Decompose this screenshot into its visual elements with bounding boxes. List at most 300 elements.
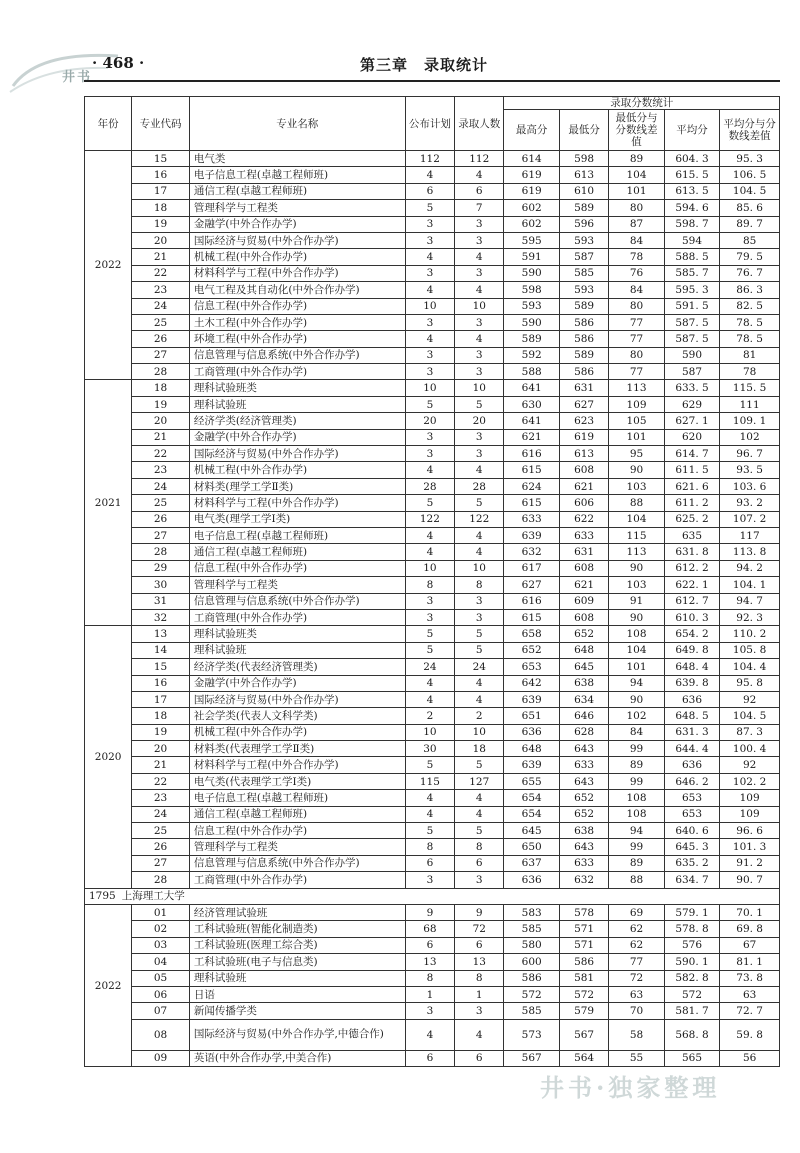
table-row <box>85 872 780 888</box>
avg-cell: 634. 7 <box>664 872 720 888</box>
avg-diff-cell: 92 <box>720 691 780 707</box>
min-diff-cell: 87 <box>609 216 665 232</box>
avg-diff-cell: 93. 5 <box>720 462 780 478</box>
table-row <box>85 314 780 330</box>
avg-diff-cell: 100. 4 <box>720 741 780 757</box>
admitted-cell: 10 <box>455 724 504 740</box>
avg-diff-cell: 78. 5 <box>720 331 780 347</box>
year-cell: 2022 <box>85 151 132 380</box>
min-diff-cell: 62 <box>609 921 665 937</box>
chapter-title: 第三章 录取统计 <box>360 56 489 74</box>
table-row <box>85 839 780 855</box>
avg-cell: 612. 2 <box>664 560 720 576</box>
max-cell: 590 <box>504 314 560 330</box>
min-cell: 585 <box>559 265 608 281</box>
admitted-cell: 6 <box>455 1050 504 1066</box>
admitted-cell: 1 <box>455 986 504 1002</box>
major-cell: 材料科学与工程(中外合作办学) <box>189 265 405 281</box>
min-cell: 645 <box>559 659 608 675</box>
max-cell: 592 <box>504 347 560 363</box>
table-row <box>85 347 780 363</box>
table-row <box>85 1003 780 1019</box>
min-diff-cell: 113 <box>609 544 665 560</box>
avg-cell: 572 <box>664 986 720 1002</box>
avg-diff-cell: 104. 5 <box>720 183 780 199</box>
plan-cell: 1 <box>405 986 454 1002</box>
col-code: 专业代码 <box>132 97 190 151</box>
min-diff-cell: 104 <box>609 511 665 527</box>
avg-cell: 588. 5 <box>664 249 720 265</box>
max-cell: 630 <box>504 396 560 412</box>
code-cell: 31 <box>132 593 190 609</box>
university-code: 1795 <box>89 890 116 903</box>
major-cell: 金融学(中外合作办学) <box>189 429 405 445</box>
table-row <box>85 691 780 707</box>
admitted-cell: 4 <box>455 675 504 691</box>
admitted-cell: 3 <box>455 1003 504 1019</box>
avg-cell: 635. 2 <box>664 855 720 871</box>
avg-diff-cell: 82. 5 <box>720 298 780 314</box>
avg-cell: 582. 8 <box>664 970 720 986</box>
admitted-cell: 24 <box>455 659 504 675</box>
min-cell: 652 <box>559 626 608 642</box>
min-diff-cell: 115 <box>609 527 665 543</box>
avg-diff-cell: 86. 3 <box>720 282 780 298</box>
plan-cell: 4 <box>405 249 454 265</box>
plan-cell: 10 <box>405 560 454 576</box>
min-diff-cell: 99 <box>609 839 665 855</box>
min-cell: 619 <box>559 429 608 445</box>
table-row <box>85 823 780 839</box>
table-row <box>85 593 780 609</box>
table-row <box>85 331 780 347</box>
max-cell: 645 <box>504 823 560 839</box>
code-cell: 29 <box>132 560 190 576</box>
major-cell: 理科试验班类 <box>189 626 405 642</box>
code-cell: 07 <box>132 1003 190 1019</box>
max-cell: 654 <box>504 806 560 822</box>
code-cell: 27 <box>132 527 190 543</box>
avg-cell: 579. 1 <box>664 904 720 920</box>
table-header <box>85 97 780 151</box>
max-cell: 619 <box>504 183 560 199</box>
major-cell: 电子信息工程(卓越工程师班) <box>189 167 405 183</box>
min-diff-cell: 91 <box>609 593 665 609</box>
avg-diff-cell: 93. 2 <box>720 495 780 511</box>
avg-diff-cell: 102. 2 <box>720 773 780 789</box>
max-cell: 636 <box>504 724 560 740</box>
col-avg-diff: 平均分与分数线差值 <box>720 110 780 151</box>
min-diff-cell: 84 <box>609 282 665 298</box>
table-row <box>85 265 780 281</box>
max-cell: 595 <box>504 232 560 248</box>
avg-cell: 631. 3 <box>664 724 720 740</box>
avg-diff-cell: 78 <box>720 364 780 380</box>
plan-cell: 8 <box>405 970 454 986</box>
table-row <box>85 364 780 380</box>
avg-cell: 595. 3 <box>664 282 720 298</box>
code-cell: 24 <box>132 478 190 494</box>
plan-cell: 122 <box>405 511 454 527</box>
code-cell: 02 <box>132 921 190 937</box>
avg-diff-cell: 72. 7 <box>720 1003 780 1019</box>
code-cell: 23 <box>132 462 190 478</box>
col-max: 最高分 <box>504 110 560 151</box>
table-row <box>85 151 780 167</box>
major-cell: 工商管理(中外合作办学) <box>189 872 405 888</box>
min-cell: 589 <box>559 200 608 216</box>
min-diff-cell: 70 <box>609 1003 665 1019</box>
avg-cell: 653 <box>664 806 720 822</box>
plan-cell: 9 <box>405 904 454 920</box>
logo-text: 井书 <box>62 70 93 85</box>
major-cell: 管理科学与工程类 <box>189 839 405 855</box>
avg-diff-cell: 101. 3 <box>720 839 780 855</box>
avg-diff-cell: 73. 8 <box>720 970 780 986</box>
min-diff-cell: 94 <box>609 675 665 691</box>
min-cell: 631 <box>559 380 608 396</box>
max-cell: 615 <box>504 495 560 511</box>
min-cell: 643 <box>559 839 608 855</box>
min-diff-cell: 103 <box>609 577 665 593</box>
min-cell: 643 <box>559 741 608 757</box>
table-row <box>85 462 780 478</box>
max-cell: 614 <box>504 151 560 167</box>
plan-cell: 3 <box>405 446 454 462</box>
avg-cell: 615. 5 <box>664 167 720 183</box>
avg-cell: 594. 6 <box>664 200 720 216</box>
code-cell: 28 <box>132 364 190 380</box>
admitted-cell: 18 <box>455 741 504 757</box>
major-cell: 信息工程(中外合作办学) <box>189 823 405 839</box>
avg-cell: 636 <box>664 691 720 707</box>
code-cell: 04 <box>132 954 190 970</box>
table-row <box>85 282 780 298</box>
plan-cell: 8 <box>405 839 454 855</box>
min-cell: 613 <box>559 167 608 183</box>
table-row <box>85 937 780 953</box>
min-cell: 593 <box>559 232 608 248</box>
min-cell: 608 <box>559 462 608 478</box>
avg-cell: 612. 7 <box>664 593 720 609</box>
major-cell: 电气类 <box>189 151 405 167</box>
admitted-cell: 8 <box>455 839 504 855</box>
min-cell: 633 <box>559 527 608 543</box>
major-cell: 工商管理(中外合作办学) <box>189 364 405 380</box>
admitted-cell: 13 <box>455 954 504 970</box>
plan-cell: 112 <box>405 151 454 167</box>
major-cell: 土木工程(中外合作办学) <box>189 314 405 330</box>
code-cell: 24 <box>132 298 190 314</box>
avg-cell: 640. 6 <box>664 823 720 839</box>
avg-diff-cell: 113. 8 <box>720 544 780 560</box>
max-cell: 615 <box>504 462 560 478</box>
avg-diff-cell: 107. 2 <box>720 511 780 527</box>
avg-cell: 611. 5 <box>664 462 720 478</box>
min-cell: 593 <box>559 282 608 298</box>
min-diff-cell: 104 <box>609 642 665 658</box>
code-cell: 22 <box>132 773 190 789</box>
min-cell: 586 <box>559 314 608 330</box>
min-diff-cell: 95 <box>609 446 665 462</box>
header-rule <box>84 80 780 82</box>
avg-cell: 653 <box>664 790 720 806</box>
min-cell: 606 <box>559 495 608 511</box>
min-cell: 643 <box>559 773 608 789</box>
avg-cell: 622. 1 <box>664 577 720 593</box>
min-diff-cell: 113 <box>609 380 665 396</box>
major-cell: 信息管理与信息系统(中外合作办学) <box>189 593 405 609</box>
table-row <box>85 790 780 806</box>
table-row <box>85 724 780 740</box>
min-diff-cell: 99 <box>609 741 665 757</box>
avg-diff-cell: 63 <box>720 986 780 1002</box>
table-row <box>85 855 780 871</box>
major-cell: 金融学(中外合作办学) <box>189 675 405 691</box>
max-cell: 590 <box>504 265 560 281</box>
min-diff-cell: 90 <box>609 462 665 478</box>
max-cell: 637 <box>504 855 560 871</box>
admitted-cell: 3 <box>455 429 504 445</box>
table-row <box>85 954 780 970</box>
major-cell: 电气工程及其自动化(中外合作办学) <box>189 282 405 298</box>
col-year: 年份 <box>85 97 132 151</box>
min-diff-cell: 84 <box>609 232 665 248</box>
avg-diff-cell: 110. 2 <box>720 626 780 642</box>
max-cell: 639 <box>504 757 560 773</box>
admitted-cell: 5 <box>455 823 504 839</box>
avg-cell: 654. 2 <box>664 626 720 642</box>
avg-cell: 636 <box>664 757 720 773</box>
min-diff-cell: 109 <box>609 396 665 412</box>
major-cell: 理科试验班类 <box>189 380 405 396</box>
max-cell: 648 <box>504 741 560 757</box>
admitted-cell: 28 <box>455 478 504 494</box>
code-cell: 16 <box>132 675 190 691</box>
code-cell: 23 <box>132 790 190 806</box>
admitted-cell: 3 <box>455 446 504 462</box>
code-cell: 06 <box>132 986 190 1002</box>
min-cell: 572 <box>559 986 608 1002</box>
max-cell: 641 <box>504 380 560 396</box>
max-cell: 616 <box>504 593 560 609</box>
min-cell: 627 <box>559 396 608 412</box>
major-cell: 日语 <box>189 986 405 1002</box>
plan-cell: 6 <box>405 937 454 953</box>
max-cell: 616 <box>504 446 560 462</box>
avg-cell: 648. 4 <box>664 659 720 675</box>
min-diff-cell: 104 <box>609 167 665 183</box>
avg-diff-cell: 76. 7 <box>720 265 780 281</box>
max-cell: 585 <box>504 921 560 937</box>
avg-cell: 625. 2 <box>664 511 720 527</box>
avg-cell: 576 <box>664 937 720 953</box>
avg-diff-cell: 56 <box>720 1050 780 1066</box>
table-row <box>85 396 780 412</box>
avg-diff-cell: 91. 2 <box>720 855 780 871</box>
admitted-cell: 5 <box>455 396 504 412</box>
plan-cell: 5 <box>405 642 454 658</box>
admitted-cell: 122 <box>455 511 504 527</box>
major-cell: 工科试验班(医理工综合类) <box>189 937 405 953</box>
admitted-cell: 4 <box>455 282 504 298</box>
admitted-cell: 3 <box>455 314 504 330</box>
code-cell: 27 <box>132 855 190 871</box>
table-row <box>85 380 780 396</box>
admitted-cell: 3 <box>455 609 504 625</box>
plan-cell: 4 <box>405 282 454 298</box>
major-cell: 理科试验班 <box>189 970 405 986</box>
min-diff-cell: 102 <box>609 708 665 724</box>
avg-diff-cell: 79. 5 <box>720 249 780 265</box>
major-cell: 通信工程(卓越工程师班) <box>189 544 405 560</box>
major-cell: 新闻传播学类 <box>189 1003 405 1019</box>
table-body <box>85 151 780 1067</box>
code-cell: 17 <box>132 691 190 707</box>
plan-cell: 13 <box>405 954 454 970</box>
plan-cell: 28 <box>405 478 454 494</box>
plan-cell: 4 <box>405 527 454 543</box>
table-row <box>85 609 780 625</box>
max-cell: 602 <box>504 216 560 232</box>
avg-diff-cell: 70. 1 <box>720 904 780 920</box>
min-cell: 633 <box>559 855 608 871</box>
min-diff-cell: 84 <box>609 724 665 740</box>
page-header <box>0 0 800 100</box>
code-cell: 03 <box>132 937 190 953</box>
major-cell: 国际经济与贸易(中外合作办学) <box>189 232 405 248</box>
avg-diff-cell: 94. 2 <box>720 560 780 576</box>
min-diff-cell: 94 <box>609 823 665 839</box>
max-cell: 602 <box>504 200 560 216</box>
code-cell: 18 <box>132 380 190 396</box>
max-cell: 642 <box>504 675 560 691</box>
avg-cell: 587. 5 <box>664 314 720 330</box>
code-cell: 24 <box>132 806 190 822</box>
admitted-cell: 4 <box>455 249 504 265</box>
min-cell: 564 <box>559 1050 608 1066</box>
table-row <box>85 446 780 462</box>
min-diff-cell: 77 <box>609 314 665 330</box>
code-cell: 23 <box>132 282 190 298</box>
avg-cell: 635 <box>664 527 720 543</box>
max-cell: 653 <box>504 659 560 675</box>
admitted-cell: 7 <box>455 200 504 216</box>
plan-cell: 68 <box>405 921 454 937</box>
table-row <box>85 773 780 789</box>
admitted-cell: 4 <box>455 544 504 560</box>
code-cell: 21 <box>132 757 190 773</box>
max-cell: 573 <box>504 1019 560 1050</box>
page-number: · 468 · <box>92 54 145 72</box>
max-cell: 633 <box>504 511 560 527</box>
min-cell: 571 <box>559 921 608 937</box>
code-cell: 18 <box>132 708 190 724</box>
min-diff-cell: 108 <box>609 626 665 642</box>
plan-cell: 3 <box>405 364 454 380</box>
year-cell: 2022 <box>85 904 132 1066</box>
code-cell: 26 <box>132 839 190 855</box>
plan-cell: 3 <box>405 232 454 248</box>
plan-cell: 6 <box>405 855 454 871</box>
avg-diff-cell: 85. 6 <box>720 200 780 216</box>
max-cell: 655 <box>504 773 560 789</box>
major-cell: 国际经济与贸易(中外合作办学) <box>189 691 405 707</box>
code-cell: 21 <box>132 249 190 265</box>
avg-diff-cell: 81 <box>720 347 780 363</box>
major-cell: 机械工程(中外合作办学) <box>189 724 405 740</box>
max-cell: 632 <box>504 544 560 560</box>
plan-cell: 3 <box>405 609 454 625</box>
max-cell: 636 <box>504 872 560 888</box>
min-cell: 632 <box>559 872 608 888</box>
avg-cell: 648. 5 <box>664 708 720 724</box>
max-cell: 650 <box>504 839 560 855</box>
min-diff-cell: 63 <box>609 986 665 1002</box>
code-cell: 28 <box>132 872 190 888</box>
major-cell: 经济管理试验班 <box>189 904 405 920</box>
avg-cell: 611. 2 <box>664 495 720 511</box>
min-diff-cell: 101 <box>609 429 665 445</box>
avg-diff-cell: 59. 8 <box>720 1019 780 1050</box>
avg-cell: 610. 3 <box>664 609 720 625</box>
max-cell: 588 <box>504 364 560 380</box>
code-cell: 20 <box>132 232 190 248</box>
col-major: 专业名称 <box>189 97 405 151</box>
plan-cell: 3 <box>405 314 454 330</box>
min-cell: 598 <box>559 151 608 167</box>
table-row <box>85 675 780 691</box>
major-cell: 社会学类(代表人文科学类) <box>189 708 405 724</box>
avg-cell: 598. 7 <box>664 216 720 232</box>
code-cell: 27 <box>132 347 190 363</box>
admission-table <box>84 96 780 1067</box>
avg-diff-cell: 95. 8 <box>720 675 780 691</box>
major-cell: 通信工程(卓越工程师班) <box>189 183 405 199</box>
min-cell: 648 <box>559 642 608 658</box>
max-cell: 567 <box>504 1050 560 1066</box>
major-cell: 机械工程(中外合作办学) <box>189 462 405 478</box>
major-cell: 材料科学与工程(中外合作办学) <box>189 757 405 773</box>
max-cell: 627 <box>504 577 560 593</box>
table-row <box>85 642 780 658</box>
table-row <box>85 1019 780 1050</box>
min-diff-cell: 76 <box>609 265 665 281</box>
min-diff-cell: 101 <box>609 659 665 675</box>
avg-diff-cell: 87. 3 <box>720 724 780 740</box>
admitted-cell: 4 <box>455 691 504 707</box>
table-row <box>85 200 780 216</box>
min-cell: 623 <box>559 413 608 429</box>
plan-cell: 4 <box>405 675 454 691</box>
avg-diff-cell: 103. 6 <box>720 478 780 494</box>
major-cell: 国际经济与贸易(中外合作办学,中德合作) <box>189 1019 405 1050</box>
admitted-cell: 4 <box>455 527 504 543</box>
min-cell: 622 <box>559 511 608 527</box>
avg-diff-cell: 69. 8 <box>720 921 780 937</box>
code-cell: 20 <box>132 741 190 757</box>
max-cell: 654 <box>504 790 560 806</box>
avg-diff-cell: 106. 5 <box>720 167 780 183</box>
admitted-cell: 5 <box>455 495 504 511</box>
avg-cell: 604. 3 <box>664 151 720 167</box>
admitted-cell: 4 <box>455 331 504 347</box>
min-cell: 586 <box>559 331 608 347</box>
min-cell: 608 <box>559 560 608 576</box>
min-diff-cell: 99 <box>609 773 665 789</box>
major-cell: 理科试验班 <box>189 396 405 412</box>
code-cell: 17 <box>132 183 190 199</box>
